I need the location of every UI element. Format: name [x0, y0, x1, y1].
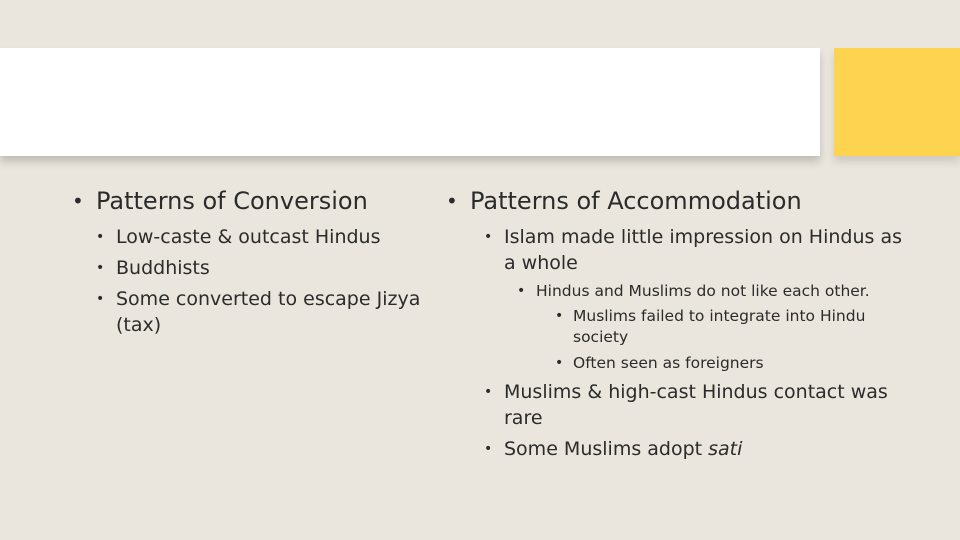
bullet-icon: •	[484, 384, 493, 400]
bullet-text	[504, 438, 742, 460]
list-item	[96, 286, 432, 338]
heading-patterns-of-conversion	[72, 184, 432, 338]
bullet-text: Muslims & high-cast Hindus contact was rare	[504, 381, 888, 429]
bullet-text: Patterns of Conversion	[96, 187, 368, 215]
list-item	[555, 306, 906, 348]
bullet-icon: •	[484, 229, 493, 245]
bullet-icon: •	[555, 355, 564, 371]
list-item	[517, 281, 906, 302]
bullet-text: Muslims failed to integrate into Hindu society	[573, 307, 866, 346]
bullet-icon: •	[517, 283, 526, 299]
bullet-text: Often seen as foreigners	[573, 354, 764, 372]
list-item	[555, 353, 906, 374]
right-column	[446, 184, 906, 467]
accommodation-sublist	[446, 224, 906, 462]
bullet-text: Buddhists	[116, 257, 210, 279]
bullet-text-prefix: Some Muslims adopt	[504, 438, 709, 460]
bullet-text: Islam made little impression on Hindus as a whole	[504, 226, 902, 274]
list-item	[484, 379, 906, 431]
conversion-sublist	[96, 224, 432, 338]
left-column	[72, 184, 432, 343]
bullet-text: Low-caste & outcast Hindus	[116, 226, 381, 248]
bullet-icon: •	[96, 260, 105, 276]
bullet-text: Patterns of Accommodation	[470, 187, 802, 215]
bullet-icon: •	[96, 229, 105, 245]
right-list	[446, 184, 906, 218]
list-item	[96, 224, 432, 250]
bullet-text: Hindus and Muslims do not like each other.	[536, 282, 870, 300]
list-item	[96, 255, 432, 281]
bullet-icon: •	[484, 441, 493, 457]
bullet-text: Some converted to escape Jizya (tax)	[116, 288, 421, 336]
list-item	[484, 224, 906, 276]
list-item	[484, 436, 906, 462]
emphasis-sati: sati	[708, 438, 743, 460]
bullet-icon: •	[446, 189, 458, 213]
title-band	[0, 48, 820, 156]
bullet-icon: •	[96, 291, 105, 307]
accent-block	[834, 48, 960, 156]
bullet-icon: •	[72, 189, 84, 213]
heading-patterns-of-accommodation	[446, 184, 906, 218]
left-list	[72, 184, 432, 338]
bullet-icon: •	[555, 308, 564, 324]
